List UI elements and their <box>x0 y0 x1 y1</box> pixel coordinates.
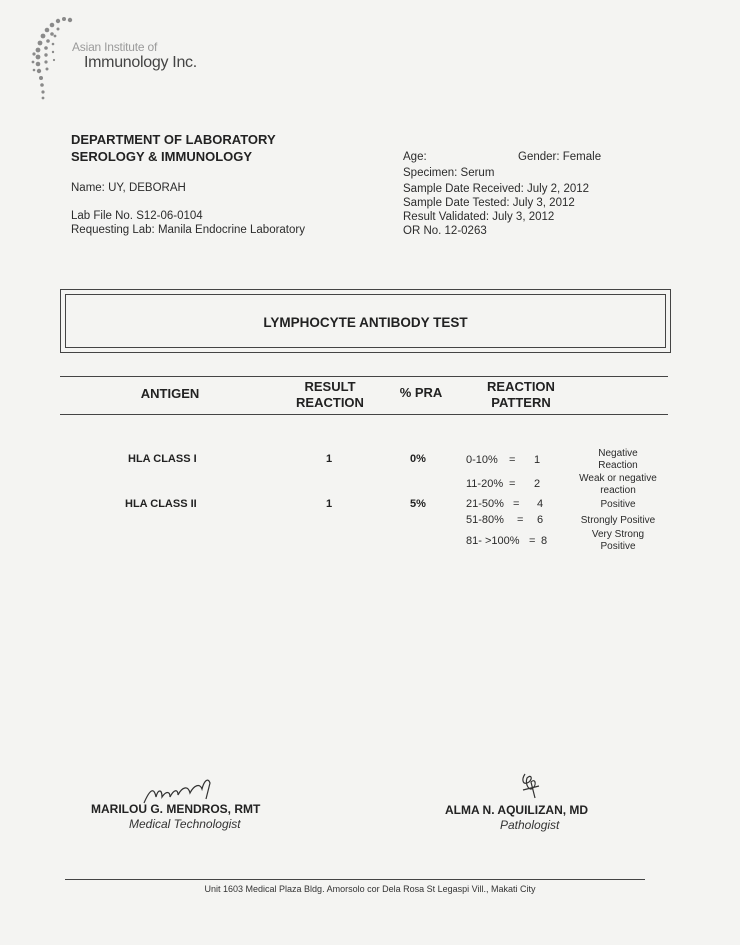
department-line1: DEPARTMENT OF LABORATORY <box>71 132 276 147</box>
pattern-description <box>570 499 666 511</box>
header-pra: % PRA <box>399 385 443 400</box>
signatory-name: ALMA N. AQUILIZAN, MD <box>445 803 589 817</box>
pattern-score: 2 <box>534 478 541 490</box>
pattern-description-line2: Positive <box>600 541 636 552</box>
logo-line2: Immunology Inc. <box>84 54 197 71</box>
header-antigen: ANTIGEN <box>140 386 200 401</box>
footer-address: Unit 1603 Medical Plaza Bldg. Amorsolo cor Dela Rosa St Legaspi Vill., Makati City <box>204 884 536 894</box>
pattern-description-line1: Weak or negative <box>579 473 657 484</box>
table-row-antigen: HLA CLASS I <box>128 453 197 465</box>
logo-line1: Asian Institute of <box>72 40 158 54</box>
result-validated: Result Validated: July 3, 2012 <box>403 211 555 223</box>
pattern-description <box>570 515 666 527</box>
pattern-description-line1: Positive <box>600 499 636 510</box>
pattern-equals: = <box>529 535 536 547</box>
department-heading <box>71 131 276 165</box>
signatory-title: Pathologist <box>500 818 560 832</box>
table-header-rule <box>60 414 668 415</box>
table-row-pra: 5% <box>410 498 426 510</box>
table-row-pra: 0% <box>410 453 426 465</box>
pattern-score: 8 <box>541 535 548 547</box>
date-tested: Sample Date Tested: July 3, 2012 <box>403 197 575 209</box>
pattern-description <box>570 473 666 497</box>
header-reaction-pattern <box>466 379 576 411</box>
pattern-description <box>570 448 666 472</box>
department-line2: SEROLOGY & IMMUNOLOGY <box>71 149 253 164</box>
pattern-description-line1: Negative <box>598 448 638 459</box>
pattern-description-line2: reaction <box>600 485 636 496</box>
header-result-line2: REACTION <box>296 395 364 410</box>
header-result-reaction <box>280 379 380 411</box>
date-received: Sample Date Received: July 2, 2012 <box>403 183 590 195</box>
patient-name: Name: UY, DEBORAH <box>71 182 186 194</box>
test-title-inner-border <box>65 294 666 348</box>
pattern-range: 81- >100% <box>466 535 520 547</box>
pattern-range: 51-80% <box>466 514 504 526</box>
header-pattern-line2: PATTERN <box>491 395 551 410</box>
pattern-equals: = <box>509 478 516 490</box>
table-row-result: 1 <box>326 453 333 465</box>
test-title: LYMPHOCYTE ANTIBODY TEST <box>263 315 468 330</box>
pattern-range: 11-20% <box>466 478 504 490</box>
footer-rule <box>65 879 645 880</box>
pattern-description-line1: Strongly Positive <box>580 515 656 526</box>
table-row-result: 1 <box>326 498 333 510</box>
pattern-equals: = <box>509 454 516 466</box>
signatory-title: Medical Technologist <box>129 817 241 831</box>
requesting-lab: Requesting Lab: Manila Endocrine Laboratory <box>71 224 305 236</box>
pattern-equals: = <box>513 498 520 510</box>
pattern-description-line1: Very Strong <box>591 529 645 540</box>
table-top-rule <box>60 376 668 377</box>
pattern-score: 4 <box>537 498 544 510</box>
pattern-range: 0-10% <box>466 454 498 466</box>
pattern-score: 1 <box>534 454 541 466</box>
signature-aquilizan-icon <box>517 770 547 802</box>
signatory-name: MARILOU G. MENDROS, RMT <box>91 802 261 816</box>
lab-file-number: Lab File No. S12-06-0104 <box>71 210 203 222</box>
or-number: OR No. 12-0263 <box>403 225 487 237</box>
test-title-box <box>60 289 671 353</box>
gender-field: Gender: Female <box>518 151 602 163</box>
header-result-line1: RESULT <box>304 379 356 394</box>
pattern-description <box>570 529 666 553</box>
pattern-range: 21-50% <box>466 498 504 510</box>
specimen-field: Specimen: Serum <box>403 167 495 179</box>
pattern-equals: = <box>517 514 524 526</box>
pattern-description-line2: Reaction <box>598 460 638 471</box>
header-pattern-line1: REACTION <box>487 379 555 394</box>
table-row-antigen: HLA CLASS II <box>125 498 197 510</box>
age-field: Age: <box>403 151 427 163</box>
dotted-arc-logo-icon <box>28 14 78 106</box>
pattern-score: 6 <box>537 514 544 526</box>
